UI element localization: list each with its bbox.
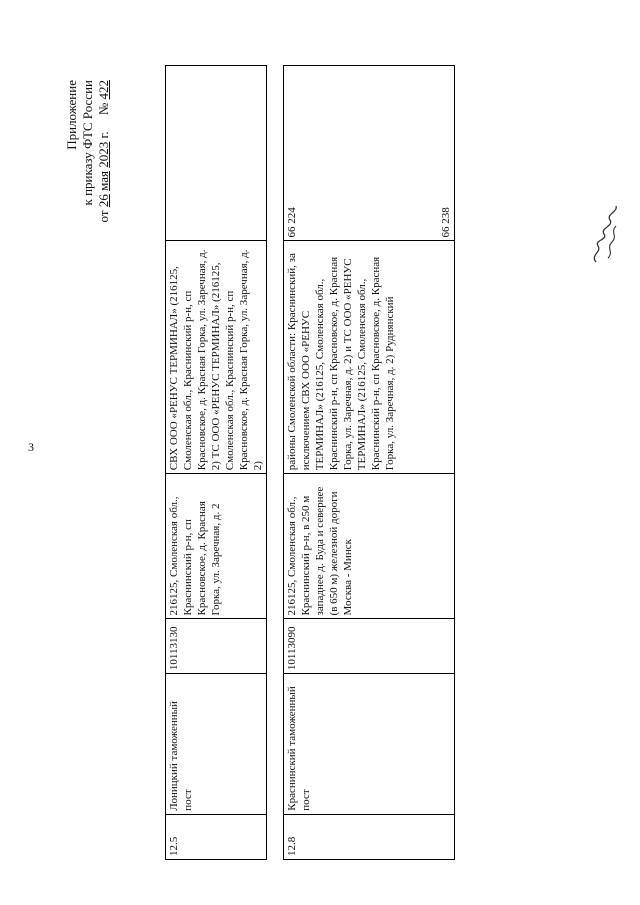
region-description: районы Смоленской области: Краснинский, за исключением СВХ ООО «РЕНУС ТЕРМИНАЛ» (216125, Смоленская обл., Краснинский р-н, сп Красновское, д. Красная Горка, ул. Заречная, д. 2) и ТС ООО «РЕНУС ТЕРМИНАЛ» (216125, Смоленская обл., Краснинский р-н, сп Красновское, д. Красная Горка, ул. Заречная, д. 2) Руднянский xyxy=(284,241,455,474)
order-year: 2023 xyxy=(96,141,111,168)
okato-code: 66 238 xyxy=(440,207,452,238)
post-address: 216125, Смоленская обл., Краснинский р-н, в 250 м западнее д. Буда и севернее (в 650 м) железной дороги Москва - Минск xyxy=(284,474,455,619)
post-address: 216125, Смоленская обл., Краснинский р-н, сп Красновское, д. Красная Горка, ул. Заречная, д. 2 xyxy=(166,474,267,619)
post-name: Краснинский таможенный пост xyxy=(284,674,455,815)
region-codes xyxy=(284,66,455,241)
handwritten-signature xyxy=(588,200,624,270)
post-name: Лоницкий таможенный пост xyxy=(166,674,267,815)
order-day: 26 xyxy=(96,194,111,208)
okato-code: 66 224 xyxy=(286,207,298,238)
order-number: 422 xyxy=(96,80,111,100)
row-gap xyxy=(267,66,284,860)
appendix-title: Приложение xyxy=(64,80,79,150)
region-codes xyxy=(166,66,267,241)
order-date-line: от 26 мая 2023 г. № 422 xyxy=(96,80,111,223)
appendix-header xyxy=(64,80,112,290)
order-reference: к приказу ФТС России xyxy=(80,80,95,206)
post-code: 10113130 xyxy=(166,619,267,674)
region-description: СВХ ООО «РЕНУС ТЕРМИНАЛ» (216125, Смоленская обл., Краснинский р-н, сп Красновское, д. Красная Горка, ул. Заречная, д. 2) ТС ООО «РЕНУС ТЕРМИНАЛ» (216125, Смоленская обл., Краснинский р-н, сп Красновское, д. Красная Горка, ул. Заречная, д. 2) xyxy=(166,241,267,474)
row-number: 12.8 xyxy=(284,814,455,859)
order-month: мая xyxy=(96,171,111,191)
page-number: 3 xyxy=(28,440,34,454)
row-number: 12.5 xyxy=(166,814,267,859)
post-code: 10113090 xyxy=(284,619,455,674)
table-row xyxy=(284,66,455,860)
customs-table xyxy=(165,65,455,860)
table-row xyxy=(166,66,267,860)
